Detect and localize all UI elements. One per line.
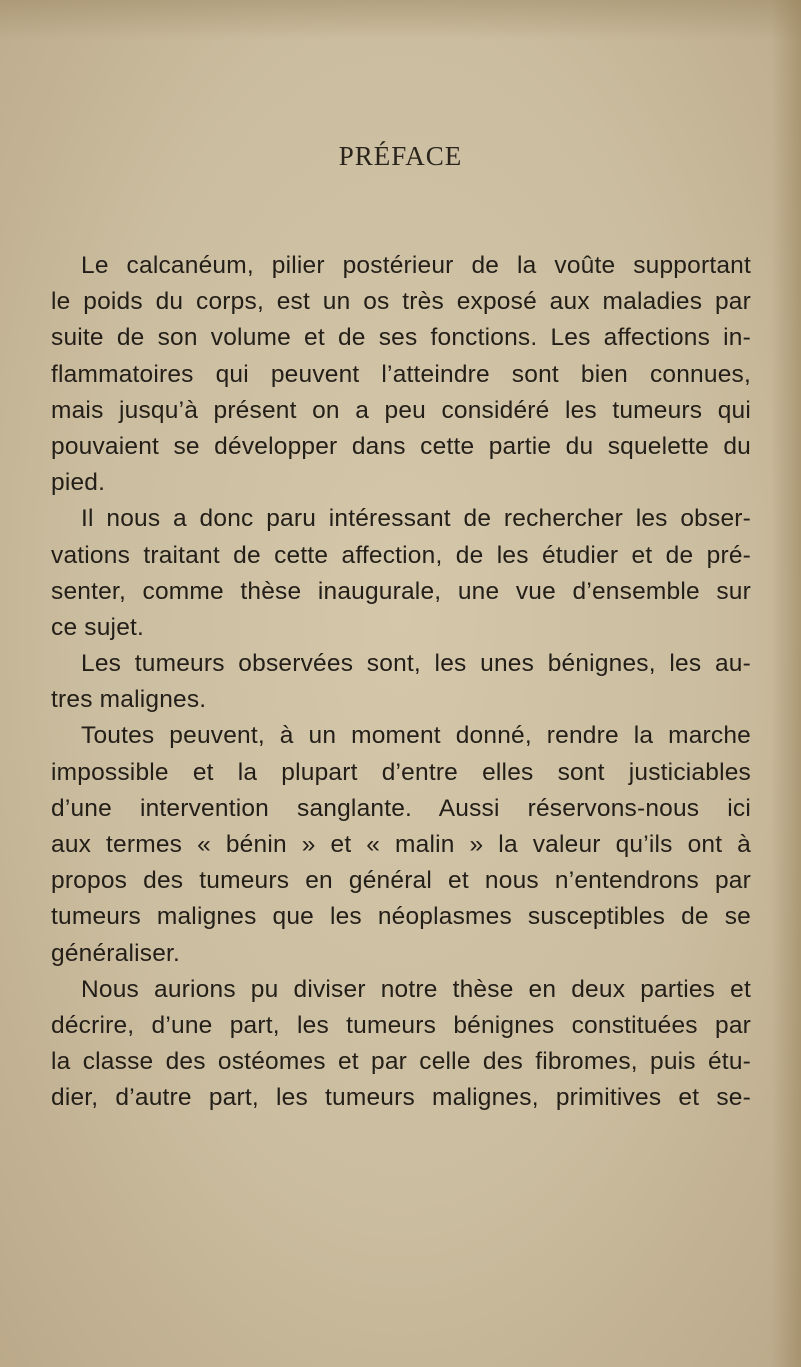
- text-line: d’une intervention sanglante. Aussi réservons-nous ici: [51, 794, 751, 822]
- text-line: tres malignes.: [51, 686, 207, 714]
- text-line: la classe des ostéomes et par celle des fibromes, puis étu-: [51, 1048, 751, 1076]
- text-line: Nous aurions pu diviser notre thèse en deux parties et: [81, 975, 751, 1003]
- text-line: senter, comme thèse inaugurale, une vue d’ensemble sur: [51, 577, 751, 605]
- text-line: propos des tumeurs en général et nous n’entendrons par: [51, 867, 751, 895]
- text-line: ce sujet.: [51, 613, 145, 641]
- page-right-shadow: [771, 0, 801, 1367]
- text-line: mais jusqu’à présent on a peu considéré les tumeurs qui: [51, 396, 751, 424]
- text-line: Il nous a donc paru intéressant de rechercher les obser-: [81, 505, 751, 533]
- text-line: décrire, d’une part, les tumeurs bénignes constituées par: [51, 1011, 751, 1039]
- text-line: Toutes peuvent, à un moment donné, rendre la marche: [81, 722, 751, 750]
- text-line: tumeurs malignes que les néoplasmes susceptibles de se: [51, 903, 751, 931]
- text-line: pied.: [51, 469, 106, 497]
- text-line: impossible et la plupart d’entre elles sont justiciables: [51, 758, 751, 786]
- text-line: vations traitant de cette affection, de les étudier et de pré-: [51, 541, 751, 569]
- text-line: aux termes « bénin » et « malin » la valeur qu’ils ont à: [51, 831, 751, 858]
- text-line: flammatoires qui peuvent l’atteindre sont bien connues,: [51, 360, 751, 388]
- text-line: pouvaient se développer dans cette partie du squelette du: [51, 432, 751, 460]
- text-line: suite de son volume et de ses fonctions. Les affections in-: [51, 324, 751, 352]
- text-line: dier, d’autre part, les tumeurs malignes, primitives et se-: [51, 1084, 751, 1112]
- text-line: le poids du corps, est un os très exposé aux maladies par: [51, 288, 751, 316]
- text-line: Les tumeurs observées sont, les unes bénignes, les au-: [81, 650, 751, 678]
- preface-body: [51, 248, 751, 1117]
- page-top-shadow: [0, 0, 801, 40]
- text-line: Le calcanéum, pilier postérieur de la voûte supportant: [81, 252, 751, 279]
- text-line: généraliser.: [51, 939, 181, 967]
- page-title: PRÉFACE: [338, 141, 463, 171]
